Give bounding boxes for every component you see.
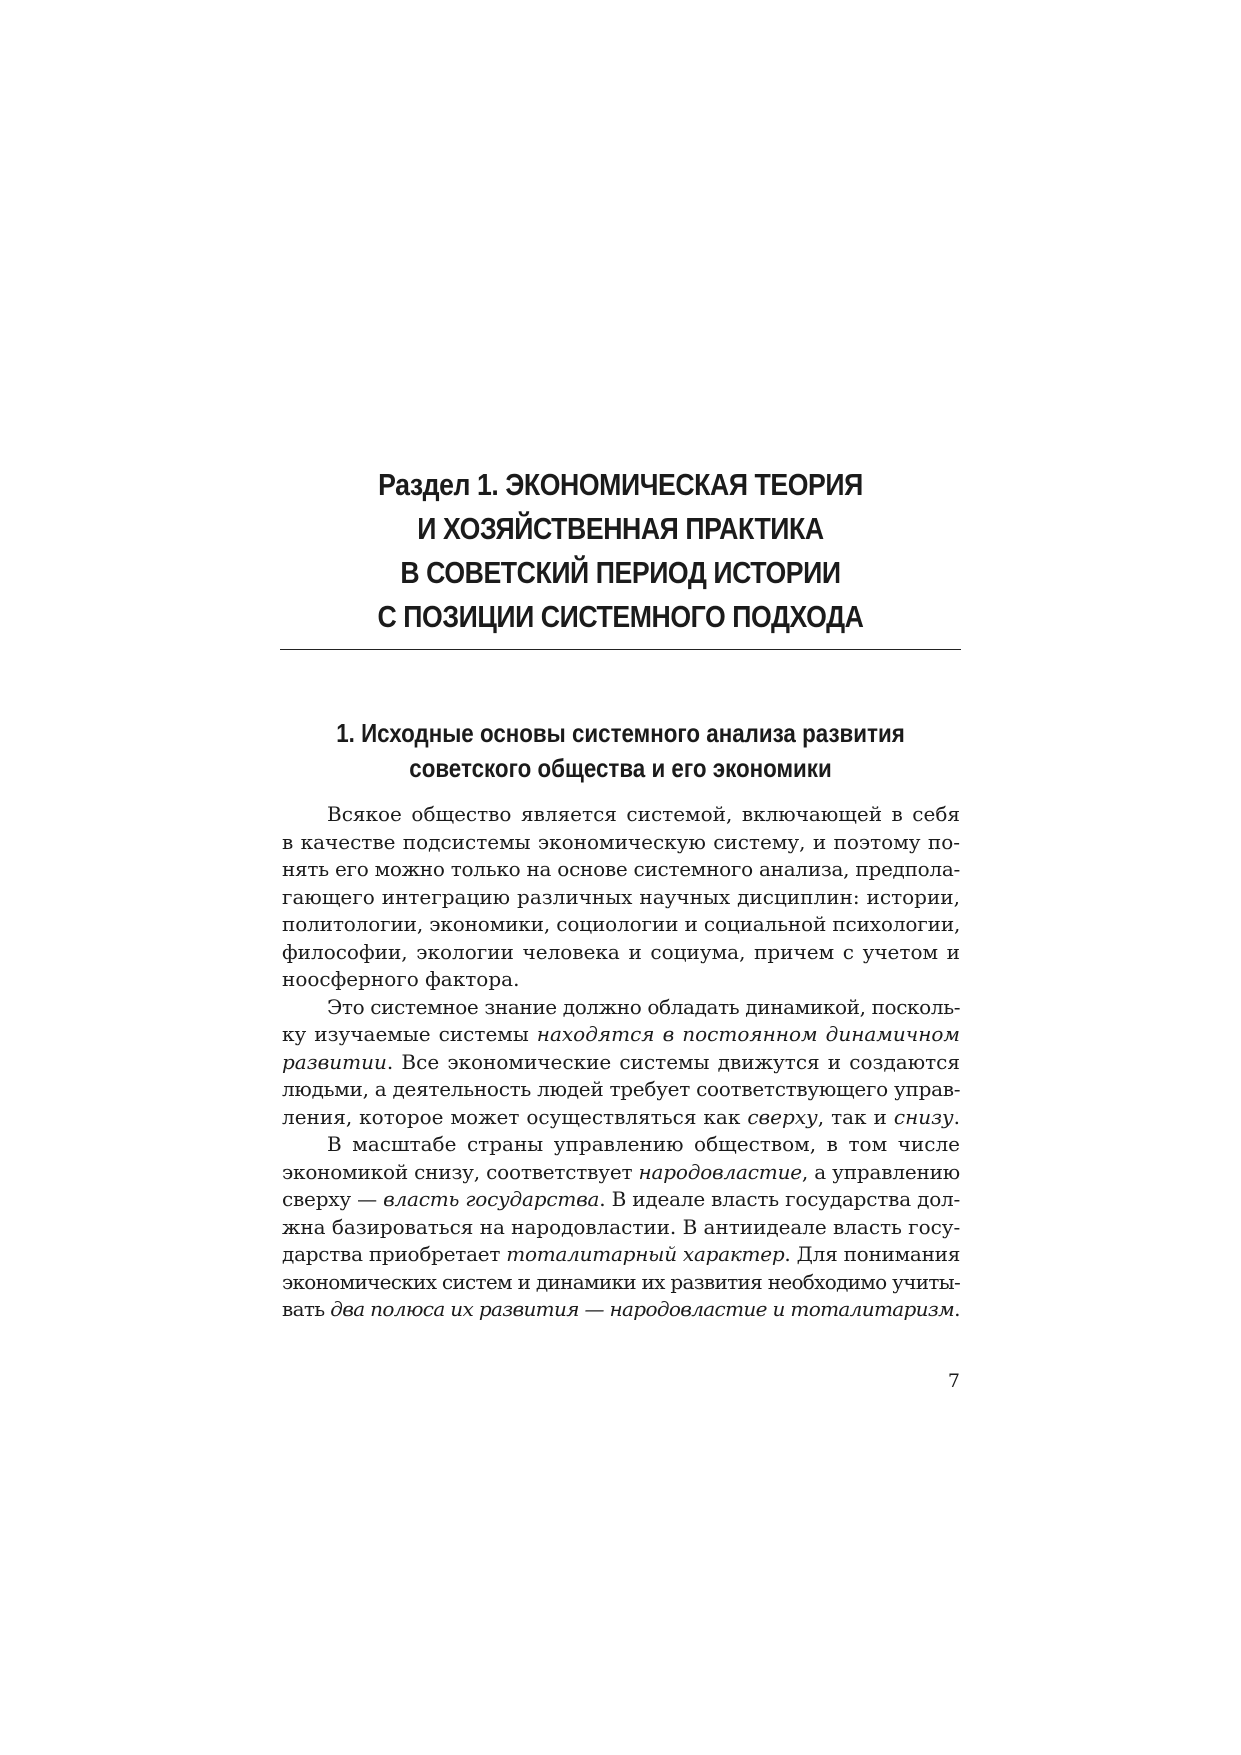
chapter-heading — [328, 716, 914, 786]
text-line — [282, 1021, 960, 1049]
text-line — [282, 1049, 960, 1077]
text-run: . Все экономические системы движутся и создаются — [386, 1049, 960, 1074]
text-run: , так и — [817, 1104, 894, 1129]
text-run: экономикой снизу, соответствует — [282, 1159, 639, 1184]
italic-text: развитии — [282, 1049, 387, 1074]
section-heading-line: Раздел 1. ЭКОНОМИЧЕСКАЯ ТЕОРИЯ — [378, 467, 863, 502]
text-run: сверху — — [282, 1187, 384, 1211]
text-line — [282, 884, 960, 912]
italic-text: народовластие — [638, 1159, 802, 1184]
text-run: людьми, а деятельность людей требует соответствующего управ- — [282, 1077, 961, 1101]
text-line — [282, 856, 960, 884]
text-line — [282, 1131, 960, 1159]
text-run: Всякое общество является системой, включающей в себя — [327, 802, 960, 826]
text-run: экономических систем и динамики их развития необходимо учиты- — [282, 1269, 961, 1294]
text-run: ку изучаемые системы — [282, 1022, 537, 1046]
paragraph — [282, 801, 960, 994]
text-line — [282, 966, 960, 994]
text-line — [282, 939, 960, 967]
chapter-heading-line: 1. Исходные основы системного анализа развития — [336, 718, 905, 748]
text-run: в качестве подсистемы экономическую систему, и поэтому по- — [282, 829, 960, 854]
text-line — [282, 911, 960, 939]
text-line — [282, 1104, 960, 1132]
text-run: ноосферного фактора. — [282, 967, 520, 991]
text-line — [282, 1076, 960, 1104]
text-line — [282, 1296, 960, 1324]
text-run: . — [953, 1104, 960, 1129]
heading-divider — [280, 649, 961, 650]
text-run: вать — [282, 1297, 331, 1321]
text-line — [282, 1186, 960, 1214]
text-line — [282, 1159, 960, 1187]
text-run: . Для понимания — [784, 1242, 961, 1266]
text-line — [282, 1241, 960, 1269]
text-run: , а управлению — [801, 1159, 960, 1184]
paragraph — [282, 1131, 960, 1324]
text-run: политологии, экономики, социологии и социальной психологии, — [282, 912, 961, 936]
italic-text: снизу — [893, 1104, 954, 1129]
text-run: ления, которое может осуществляться как — [282, 1104, 748, 1129]
text-run: . В идеале власть государства дол- — [599, 1187, 961, 1211]
paragraph — [282, 994, 960, 1132]
text-run: дарства приобретает — [282, 1242, 507, 1266]
text-run: жна базироваться на народовластии. В антиидеале власть госу- — [282, 1214, 961, 1239]
italic-text: находятся в постоянном динамичном — [536, 1022, 960, 1046]
text-line — [282, 1214, 960, 1242]
section-heading-line: С ПОЗИЦИИ СИСТЕМНОГО ПОДХОДА — [377, 599, 864, 634]
text-line — [282, 994, 960, 1022]
text-line — [282, 829, 960, 857]
page-number: 7 — [947, 1370, 960, 1392]
italic-text: тоталитарный характер — [506, 1242, 785, 1266]
text-line — [282, 1269, 960, 1297]
italic-text: власть государства — [383, 1187, 600, 1211]
text-run: нять его можно только на основе системного анализа, предпола- — [282, 857, 960, 881]
section-heading-line: И ХОЗЯЙСТВЕННАЯ ПРАКТИКА — [417, 511, 824, 546]
text-run: . — [954, 1297, 960, 1321]
text-run: Это системное знание должно обладать динамикой, посколь- — [327, 994, 961, 1019]
chapter-heading-line: советского общества и его экономики — [409, 753, 832, 783]
text-run: философии, экологии человека и социума, причем с учетом и — [282, 939, 960, 964]
italic-text: два полюса их развития — народовластие и тоталитаризм — [330, 1297, 955, 1321]
italic-text: сверху — [747, 1104, 818, 1129]
text-run: В масштабе страны управлению обществом, в том числе — [327, 1132, 960, 1156]
text-run: гающего интеграцию различных научных дисциплин: истории, — [282, 884, 960, 909]
text-line — [282, 801, 960, 829]
section-heading — [328, 463, 914, 639]
body-text — [282, 801, 960, 1324]
section-heading-line: В СОВЕТСКИЙ ПЕРИОД ИСТОРИИ — [400, 555, 841, 590]
